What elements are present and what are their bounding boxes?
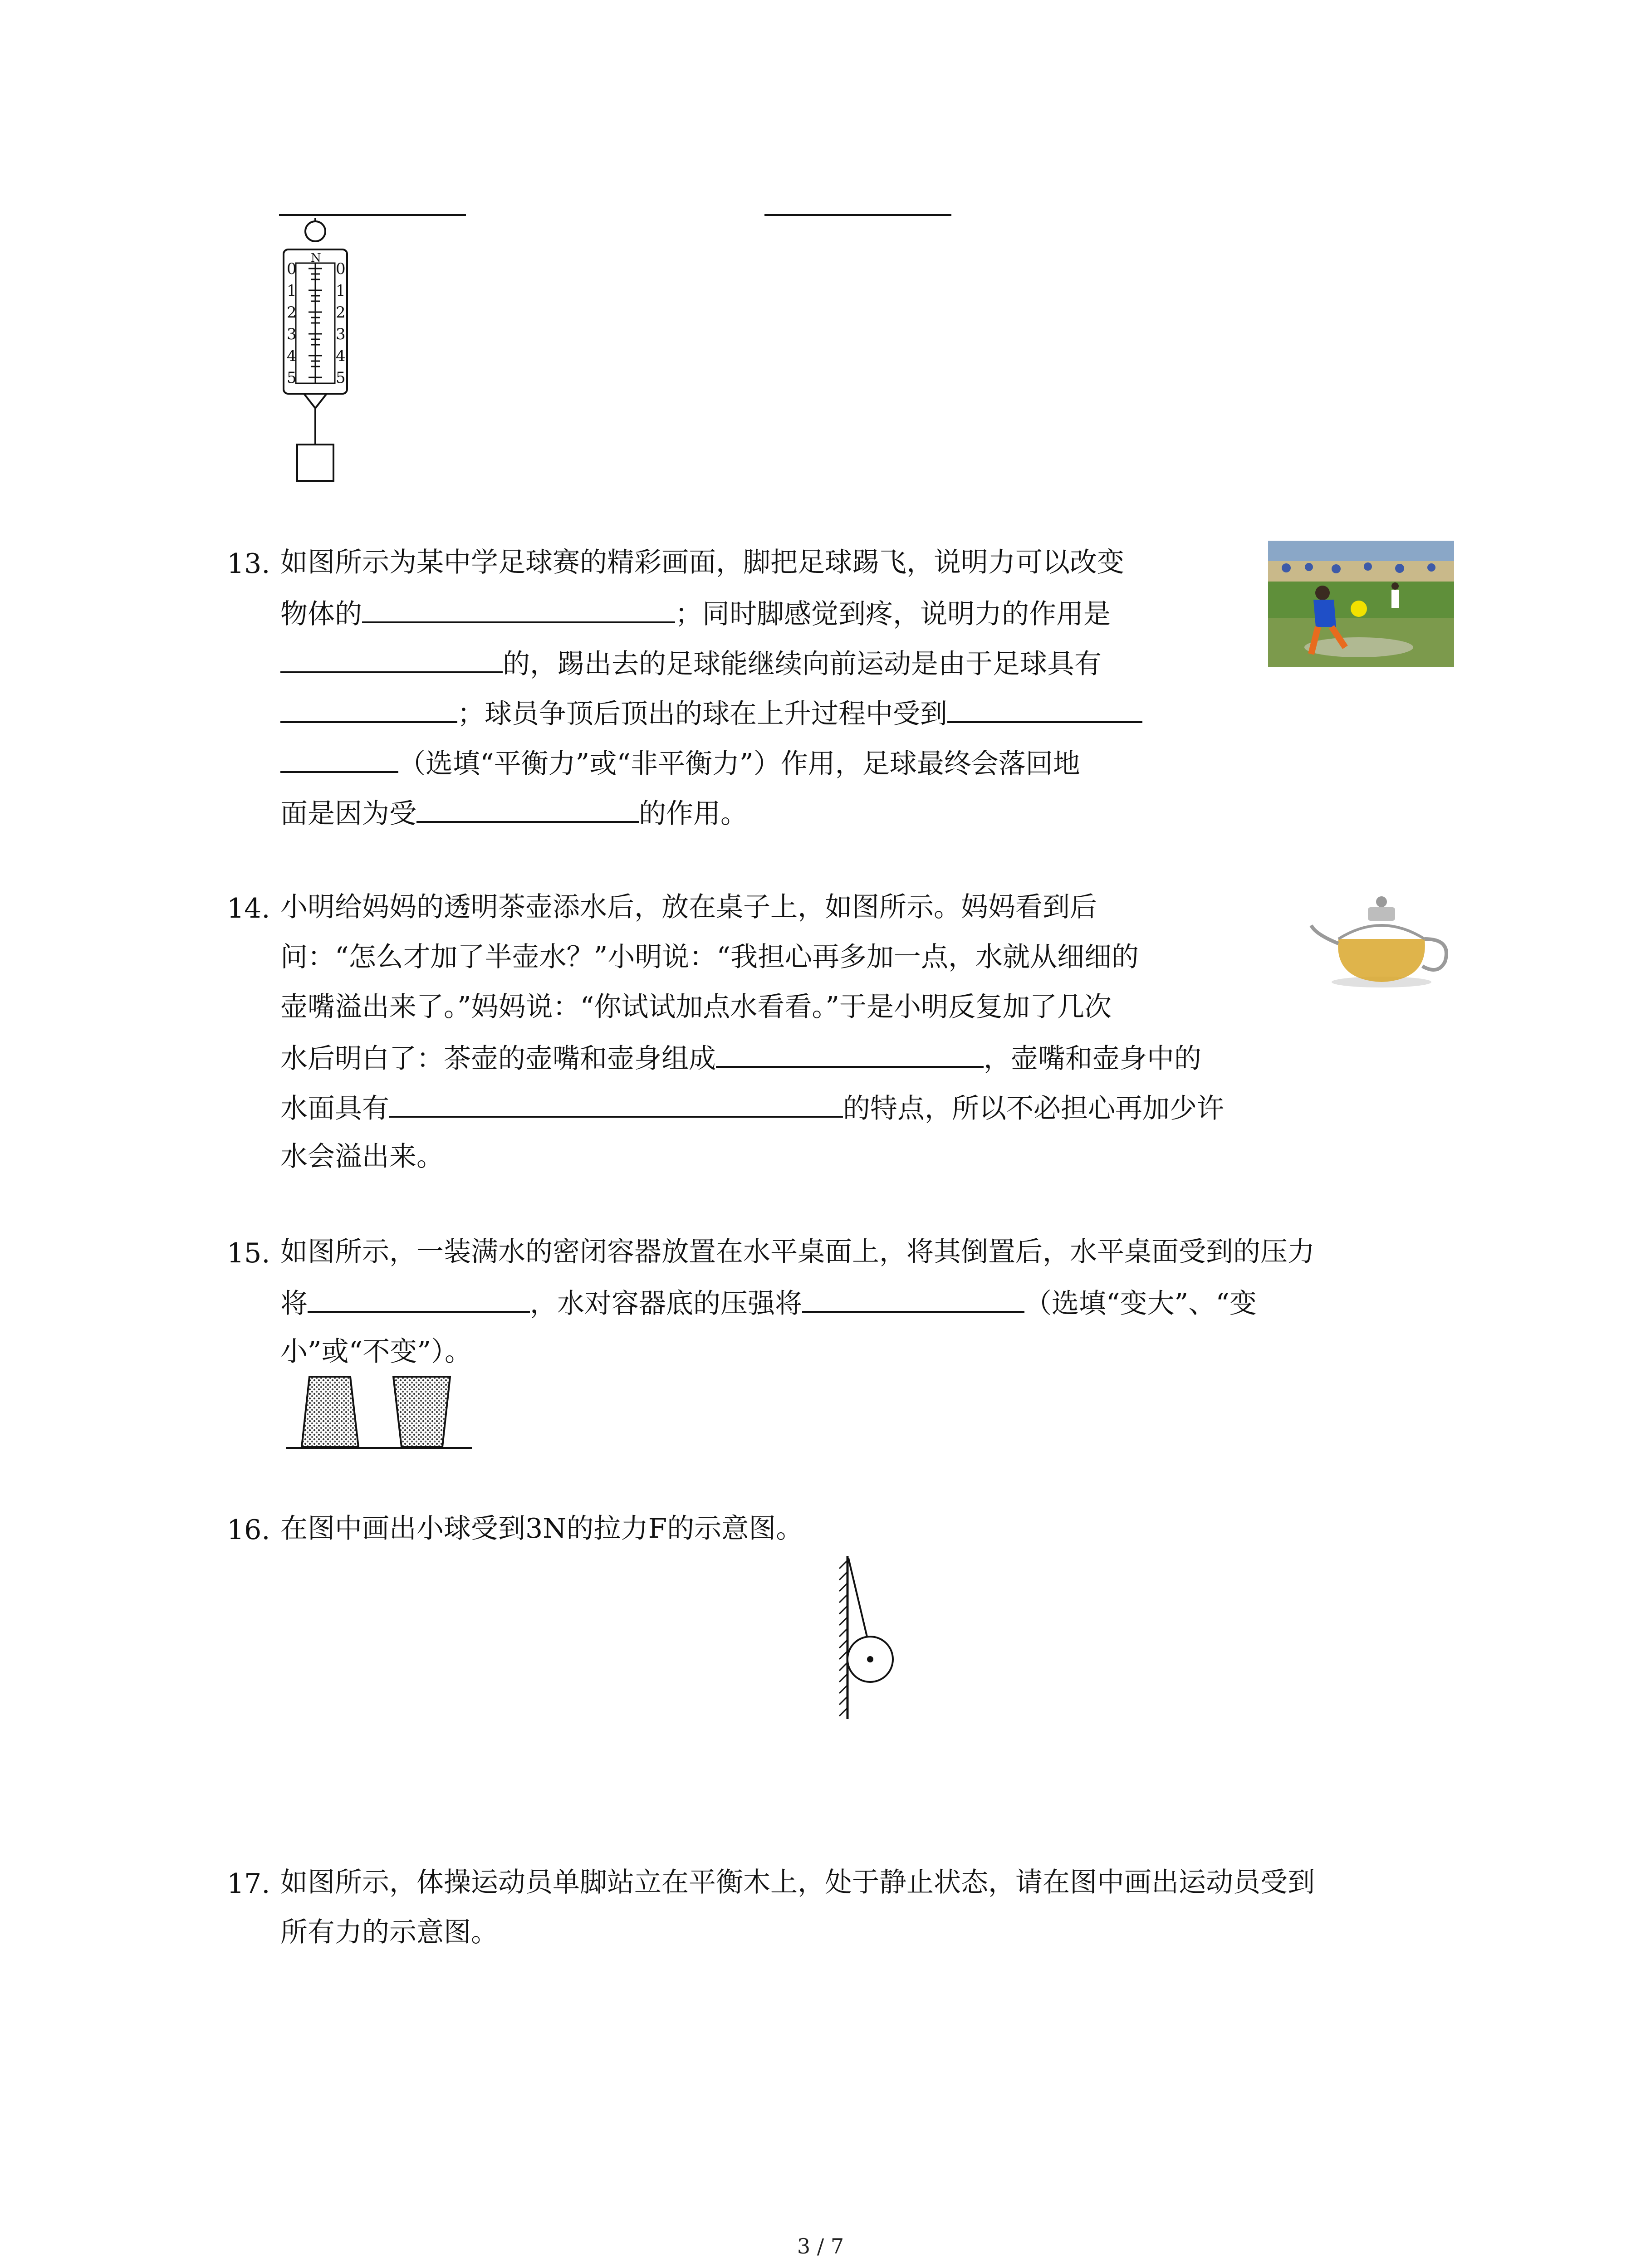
scale-tick-left: 5 (287, 369, 297, 387)
scale-tick-right: 0 (336, 260, 346, 278)
soccer-photo (1268, 541, 1454, 667)
scale-tick-right: 2 (336, 303, 346, 322)
answer-blank-q12-1[interactable] (279, 214, 466, 216)
scale-tick-left: 4 (287, 347, 297, 365)
scale-tick-left: 3 (287, 325, 297, 343)
scale-tick-right: 4 (336, 347, 346, 365)
question-text: 如图所示，一装满水的密闭容器放置在水平桌面上，将其倒置后，水平桌面受到的压力 (280, 1236, 1315, 1268)
answer-blank[interactable] (416, 794, 639, 823)
answer-blank[interactable] (716, 1039, 984, 1068)
answer-blank[interactable] (308, 1284, 530, 1313)
scale-tick-right: 5 (336, 369, 346, 387)
ball-on-wall-figure (830, 1556, 912, 1724)
question-number: 15. (227, 1237, 270, 1269)
question-text: （选填“平衡力”或“非平衡力”）作用，足球最终会落回地 (280, 744, 1080, 782)
teapot-photo (1307, 889, 1456, 993)
question-text: 在图中画出小球受到3N的拉力F的示意图。 (280, 1513, 803, 1545)
question-text: 水面具有 的特点，所以不必担心再加少许 (280, 1089, 1224, 1127)
containers-figure (281, 1370, 472, 1456)
answer-blank[interactable] (802, 1284, 1024, 1313)
question-text: 水后明白了：茶壶的壶嘴和壶身组成 ，壶嘴和壶身中的 (280, 1039, 1201, 1077)
answer-blank[interactable] (280, 744, 398, 773)
question-number: 14. (227, 893, 270, 924)
question-text: 问：“怎么才加了半壶水？”小明说：“我担心再多加一点，水就从细细的 (280, 941, 1139, 973)
question-text: 将 ，水对容器底的压强将 （选填“变大”、“变 (280, 1284, 1257, 1322)
page-number: 3 / 7 (797, 2234, 844, 2258)
question-number: 17. (227, 1868, 270, 1900)
question-text: 的，踢出去的足球能继续向前运动是由于足球具有 (280, 644, 1102, 682)
question-number: 13. (227, 548, 270, 580)
scale-tick-right: 1 (336, 282, 346, 300)
question-text: 面是因为受 的作用。 (280, 794, 748, 832)
answer-blank[interactable] (280, 644, 503, 673)
scale-tick-left: 2 (287, 303, 297, 322)
question-text: 如图所示，体操运动员单脚站立在平衡木上，处于静止状态，请在图中画出运动员受到 (280, 1867, 1315, 1898)
question-text: 水会溢出来。 (280, 1141, 444, 1173)
answer-blank-q12-2[interactable] (764, 214, 951, 216)
question-text: 壶嘴溢出来了。”妈妈说：“你试试加点水看看。”于是小明反复加了几次 (280, 991, 1112, 1023)
scale-tick-left: 1 (287, 282, 297, 300)
answer-blank[interactable] (947, 694, 1142, 723)
answer-blank[interactable] (280, 694, 457, 723)
question-text: ；球员争顶后顶出的球在上升过程中受到 (280, 694, 1142, 732)
answer-blank[interactable] (389, 1089, 843, 1118)
question-text: 小”或“不变”）。 (280, 1336, 472, 1368)
question-text: 如图所示为某中学足球赛的精彩画面，脚把足球踢飞，说明力可以改变 (280, 547, 1124, 578)
scale-unit-label: N (311, 251, 321, 265)
question-text: 物体的 ；同时脚感觉到疼，说明力的作用是 (280, 594, 1111, 632)
scale-tick-right: 3 (336, 325, 346, 343)
question-text: 小明给妈妈的透明茶壶添水后，放在桌子上，如图所示。妈妈看到后 (280, 891, 1097, 923)
spring-scale-figure (272, 218, 354, 490)
question-text: 所有力的示意图。 (280, 1916, 498, 1948)
answer-blank[interactable] (362, 594, 675, 623)
scale-tick-left: 0 (287, 260, 297, 278)
question-number: 16. (227, 1514, 270, 1546)
